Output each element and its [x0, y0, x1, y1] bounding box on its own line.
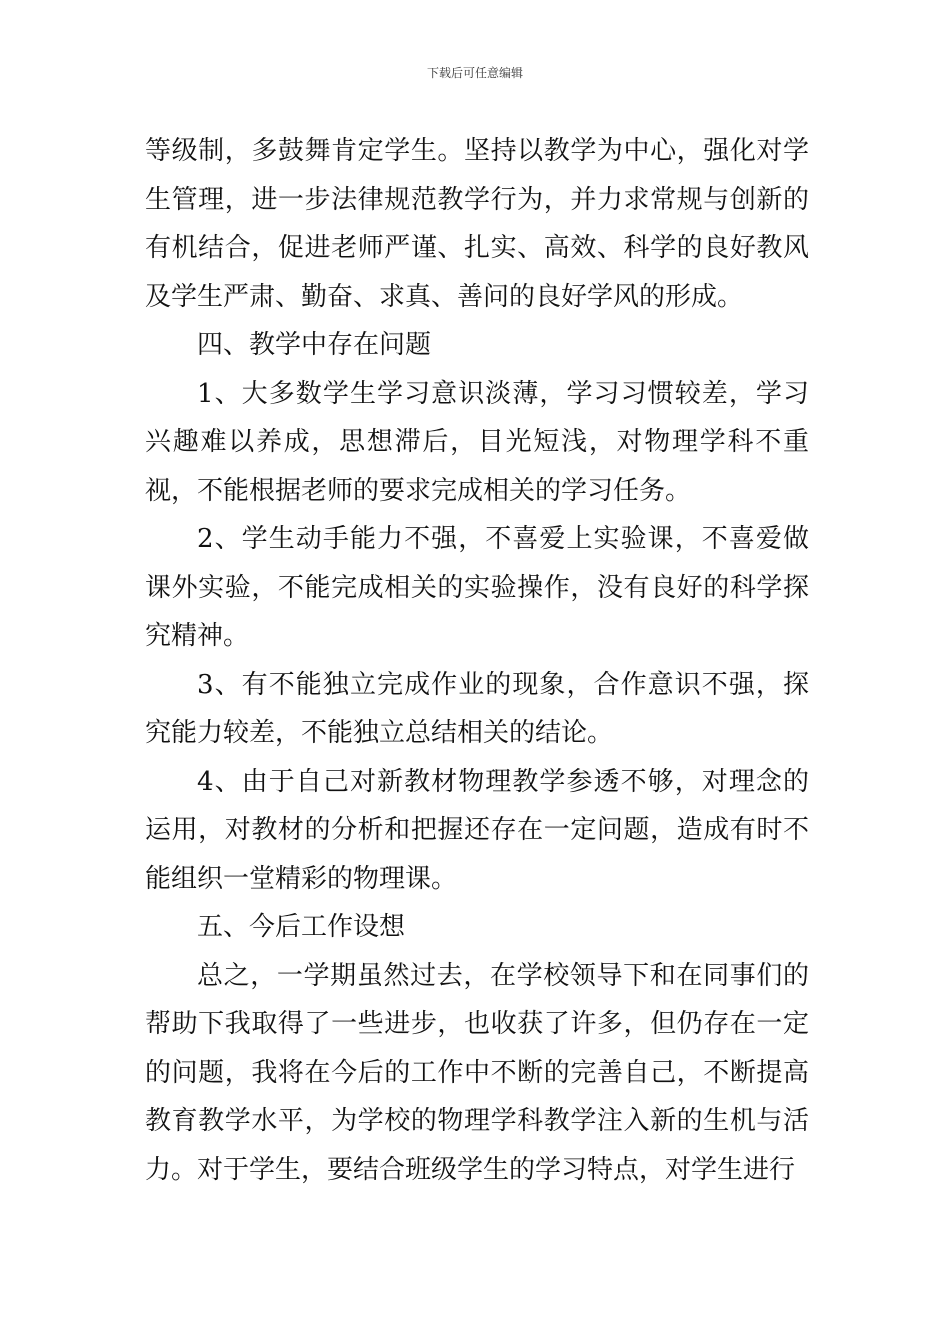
paragraph-summary: 总之，一学期虽然过去，在学校领导下和在同事们的帮助下我取得了一些进步，也收获了许多，但仍存在一定的问题，我将在今后的工作中不断的完善自己，不断提高教育教学水平，为学校的物理学科教学注入新的生机与活力。对于学生，要结合班级学生的学习特点，对学生进行	[145, 960, 809, 1185]
list-item-4: 4、由于自己对新教材物理教学参透不够，对理念的运用，对教材的分析和把握还存在一定问题，造成有时不能组织一堂精彩的物理课。	[145, 766, 809, 894]
page-header: 下载后可任意编辑	[426, 66, 523, 80]
paragraph-1: 等级制，多鼓舞肯定学生。坚持以教学为中心，强化对学生管理，进一步法律规范教学行为，并力求常规与创新的有机结合，促进老师严谨、扎实、高效、科学的良好教风及学生严肃、勤奋、求真、善问的良好学风的形成。	[145, 136, 809, 312]
section-heading-4: 四、教学中存在问题	[197, 330, 432, 360]
section-heading-5: 五、今后工作设想	[197, 912, 406, 942]
list-item-1: 1、大多数学生学习意识淡薄，学习习惯较差，学习兴趣难以养成，思想滞后，目光短浅，对物理学科不重视，不能根据老师的要求完成相关的学习任务。	[145, 378, 809, 506]
list-item-3: 3、有不能独立完成作业的现象，合作意识不强，探究能力较差，不能独立总结相关的结论。	[145, 669, 809, 748]
document-body	[145, 127, 809, 1194]
list-item-2: 2、学生动手能力不强，不喜爱上实验课，不喜爱做课外实验，不能完成相关的实验操作，没有良好的科学探究精神。	[145, 524, 809, 651]
